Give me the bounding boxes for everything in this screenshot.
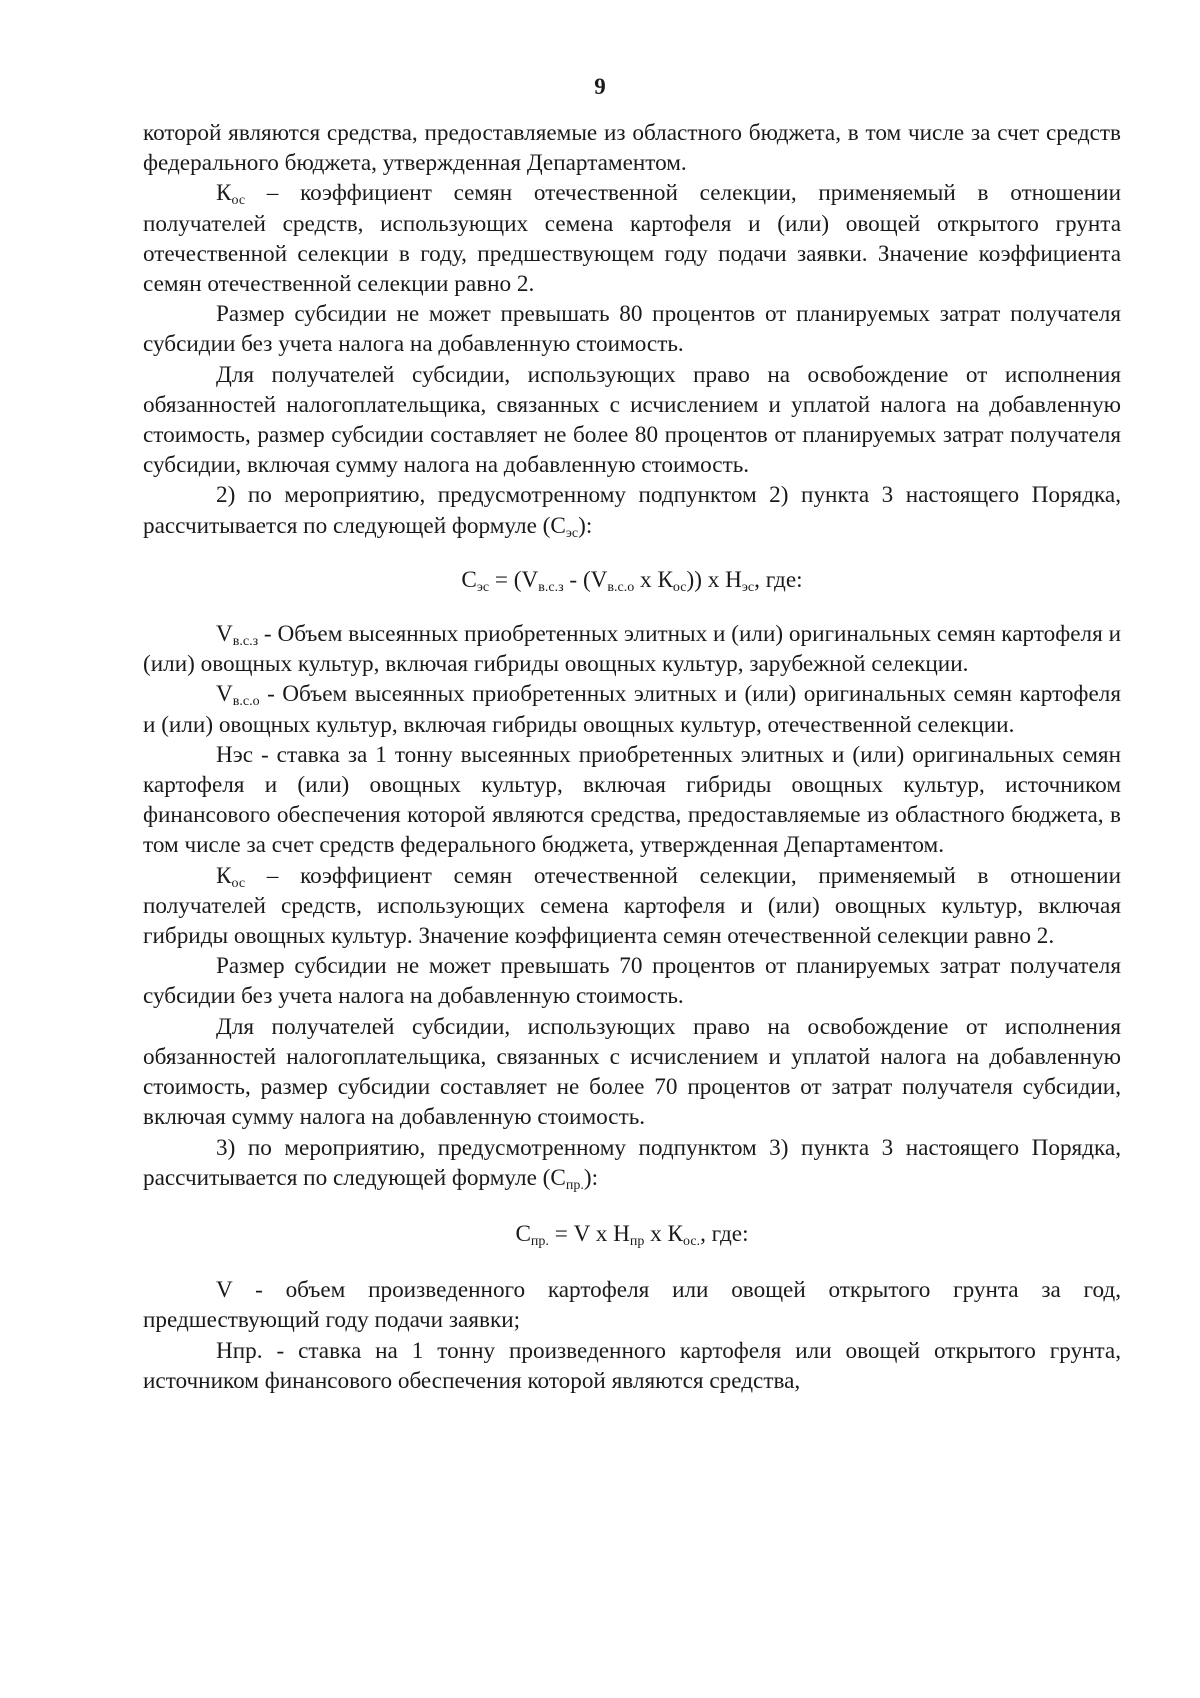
paragraph-subsidy-limit-80: Размер субсидии не может превышать 80 процентов от планируемых затрат получателя субсидии без учета налога на добавленную стоимость. <box>143 301 1121 358</box>
paragraph-item-2: 2) по мероприятию, предусмотренному подпунктом 2) пункта 3 настоящего Порядка, рассчитывается по следующей формуле $(С_{эс})$: <box>143 482 1121 541</box>
paragraph-vso: $V_{в.с.о}$ - Объем высеянных приобретенных элитных и (или) оригинальных семян картофеля и (или) овощных культур, включая гибриды овощных культур, отечественной селекции. <box>143 681 1121 738</box>
paragraph-koc-1: $К_{ос}$ – коэффициент семян отечественной селекции, применяемый в отношении получателей средств, использующих семена картофеля и (или) овощей открытого грунта отечественной селекции в году, предшествующем году подачи заявки. Значение коэффициента семян отечественной селекции равно 2. <box>143 180 1121 298</box>
paragraph-subsidy-limit-70: Размер субсидии не может превышать 70 процентов от планируемых затрат получателя субсидии без учета налога на добавленную стоимость. <box>143 953 1121 1010</box>
paragraph-vat-exempt-80: Для получателей субсидии, использующих право на освобождение от исполнения обязанностей налогоплательщика, связанных с исчислением и уплатой налога на добавленную стоимость, размер субсидии составляет не более 80 процентов от планируемых затрат получателя субсидии, включая сумму налога на добавленную стоимость. <box>143 361 1121 479</box>
paragraph-vat-exempt-70: Для получателей субсидии, использующих право на освобождение от исполнения обязанностей налогоплательщика, связанных с исчислением и уплатой налога на добавленную стоимость, размер субсидии составляет не более 70 процентов от затрат получателя субсидии, включая сумму налога на добавленную стоимость. <box>143 1013 1121 1131</box>
paragraph-hes: Нэс - ставка за 1 тонну высеянных приобретенных элитных и (или) оригинальных семян картофеля и (или) овощных культур, включая гибриды овощных культур, источником финансового обеспечения которой являются средства, предоставляемые из областного бюджета, в том числе за счет средств федерального бюджета, утвержденная Департаментом. <box>143 741 1121 859</box>
paragraph-1: которой являются средства, предоставляемые из областного бюджета, в том числе за счет средств федерального бюджета, утвержденная Департаментом. <box>143 120 1121 177</box>
formula-ces: $С_{эс} = (V_{в.с.з} - (V_{в.с.о}$ х $К_{ос}$)) х $Н_{эс}$, где: <box>461 566 803 595</box>
formula-cpr: $С_{пр.} = V$ х $Н_{пр}$ х $К_{ос.}$, где: <box>515 1220 749 1249</box>
paragraph-vsz: $V_{в.с.з}$ - Объем высеянных приобретенных элитных и (или) оригинальных семян картофеля и (или) овощных культур, включая гибриды овощных культур, зарубежной селекции. <box>143 621 1121 678</box>
paragraph-koc-2: $К_{ос}$ – коэффициент семян отечественной селекции, применяемый в отношении получателей средств, использующих семена картофеля и (или) овощных культур, включая гибриды овощных культур. Значение коэффициента семян отечественной селекции равно 2. <box>143 862 1121 950</box>
page-number: 9 <box>594 74 606 99</box>
paragraph-item-3: 3) по мероприятию, предусмотренному подпунктом 3) пункта 3 настоящего Порядка, рассчитывается по следующей формуле $(С_{пр.})$: <box>143 1134 1121 1193</box>
paragraph-hpr: Нпр. - ставка на 1 тонну произведенного картофеля или овощей открытого грунта, источником финансового обеспечения которой являются средства, <box>143 1337 1121 1394</box>
document-body <box>143 118 1121 1396</box>
paragraph-v-volume: V - объем произведенного картофеля или овощей открытого грунта за год, предшествующий году подачи заявки; <box>143 1277 1121 1334</box>
